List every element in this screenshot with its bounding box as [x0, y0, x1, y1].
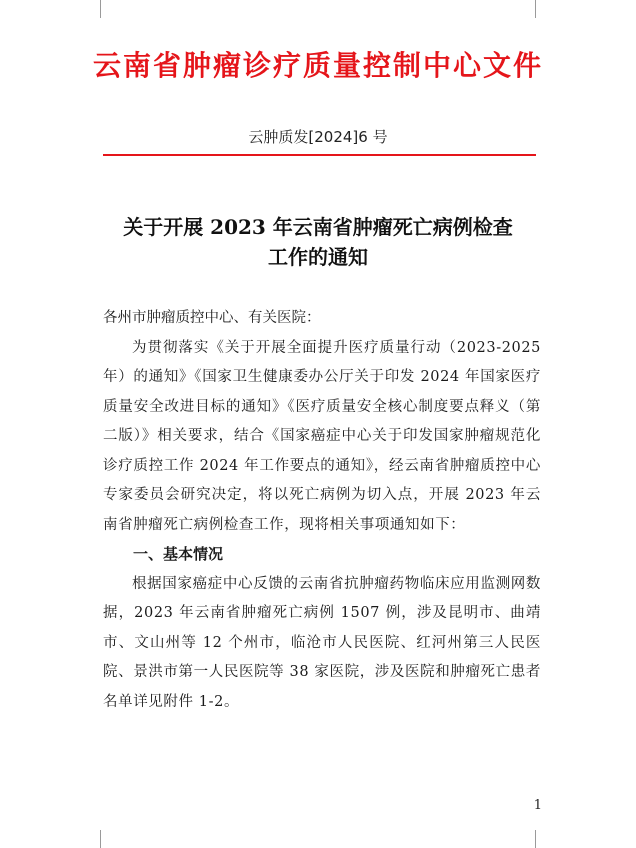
issuing-authority-title: 云南省肿瘤诊疗质量控制中心文件 [92, 49, 543, 82]
notice-title-line2: 工作的通知 [268, 245, 368, 269]
paragraph-basic-info: 根据国家癌症中心反馈的云南省抗肿瘤药物临床应用监测网数据，2023 年云南省肿瘤死亡病例 1507 例，涉及昆明市、曲靖市、文山州等 12 个州市，临沧市人民医院、红河州第三人民医院、景洪市第一人民医院等 38 家医院，涉及医院和肿瘤死亡患者名单详见附件 1-2。 [103, 575, 541, 710]
salutation: 各州市肿瘤质控中心、有关医院： [103, 310, 321, 326]
paragraph-intro: 为贯彻落实《关于开展全面提升医疗质量行动（2023-2025 年）的通知》《国家卫生健康委办公厅关于印发 2024 年国家医疗质量安全改进目标的通知》《医疗质量安全核心制度要点释义（第二版）》相关要求，结合《国家癌症中心关于印发国家肿瘤规范化诊疗质控工作 2024 年工作要点的通知》，经云南省肿瘤质控中心专家委员会研究决定，将以死亡病例为切入点，开展 2023 年云南省肿瘤死亡病例检查工作，现将相关事项通知如下： [103, 339, 541, 533]
red-divider-line [103, 154, 536, 156]
document-body [103, 304, 541, 717]
crop-mark-bottom-right [535, 830, 550, 848]
page-number: 1 [533, 798, 542, 813]
notice-title-line1: 关于开展 2023 年云南省肿瘤死亡病例检查 [123, 215, 513, 239]
section-heading-basic-info: 一、基本情况 [133, 545, 224, 563]
crop-mark-top-right [535, 0, 550, 18]
document-number: 云肿质发[2024]6 号 [248, 128, 388, 146]
crop-mark-bottom-left [86, 830, 101, 848]
crop-mark-top-left [86, 0, 101, 18]
notice-title [90, 212, 546, 272]
